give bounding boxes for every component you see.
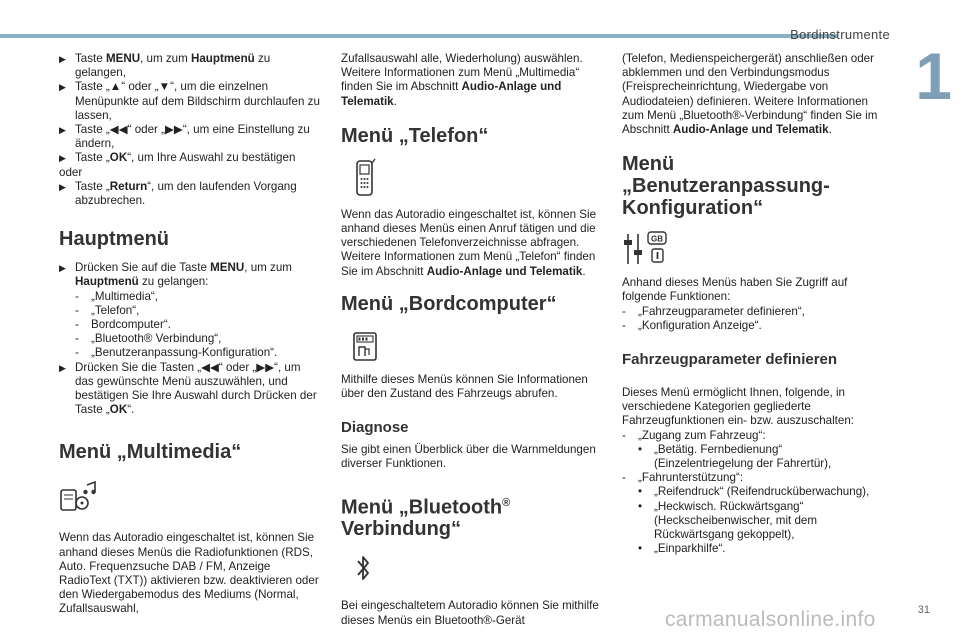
step-change: ▶ Taste „◀◀“ oder „▶▶“, um eine Einstellung zu ändern,: [59, 123, 310, 151]
list-item: - „Fahrunterstützung“:: [622, 471, 744, 485]
step-return: ▶ Taste „Return“, um den laufenden Vorgang abzubrechen.: [59, 179, 297, 208]
list-subitem: • „Einparkhilfe“.: [638, 542, 726, 556]
column-1: [59, 52, 321, 617]
arrow-bullet-icon: ▶: [59, 125, 66, 136]
list-item: - Bordcomputer“.: [75, 318, 171, 332]
chapter-number: 1: [915, 39, 952, 113]
heading-multimedia: Menü „Multimedia“: [59, 441, 242, 464]
fahrzeug-text: Dieses Menü ermöglicht Ihnen, folgende, in verschiedene Kategorien gegliederte Fahrzeugfunktionen ein- bzw. auszuschalten:: [622, 386, 855, 428]
chapter-title: Bordinstrumente: [790, 27, 890, 42]
list-subitem: • „Reifendruck“ (Reifendrucküberwachung),: [638, 485, 870, 499]
list-subitem: • „Heckwisch. Rückwärtsgang“ (Heckscheibenwischer, mit dem Rückwärtsgang gekoppelt),: [638, 499, 818, 542]
heading-diagnose: Diagnose: [341, 419, 409, 437]
column-2: [341, 52, 603, 628]
phone-icon: [351, 158, 603, 198]
arrow-bullet-icon: ▶: [59, 54, 66, 64]
trip-computer-icon: [351, 329, 603, 363]
bluetooth-continued: (Telefon, Medienspeichergerät) anschließen oder abklemmen und den Verbindungsmodus (Freisprecheinrichtung, Wiedergabe von Audiodateien) definieren. Weitere Informationen zum Menü „Bluetooth®-Verbindung“ finden Sie im Abschnitt Audio-Anlage und Telematik.: [622, 52, 878, 137]
multimedia-continued: Zufallsauswahl alle, Wiederholung) auswählen. Weitere Informationen zum Menü „Multimedia“ finden Sie im Abschnitt Audio-Anlage und Telematik.: [341, 52, 583, 108]
step-confirm: ▶ Taste „OK“, um Ihre Auswahl zu bestätigen: [59, 151, 296, 165]
heading-bordcomputer: Menü „Bordcomputer“: [341, 292, 557, 315]
step-scroll: ▶ Taste „▲“ oder „▼“, um die einzelnen Menüpunkte auf dem Bildschirm durchlaufen zu lassen,: [59, 80, 320, 122]
heading-fahrzeugparameter: Fahrzeugparameter definieren: [622, 351, 838, 369]
list-item: - „Multimedia“,: [75, 289, 158, 303]
arrow-bullet-icon: ▶: [59, 181, 66, 192]
hauptmenu-intro: ▶ Drücken Sie auf die Taste MENU, um zum Hauptmenü zu gelangen:: [59, 261, 292, 289]
bluetooth-icon: [355, 551, 603, 585]
header-bar: [0, 34, 838, 38]
column-3: [622, 52, 884, 556]
list-item: - „Konfiguration Anzeige“.: [622, 318, 762, 332]
heading-telefon: Menü „Telefon“: [341, 124, 489, 147]
diagnose-text: Sie gibt einen Überblick über die Warnmeldungen diverser Funktionen.: [341, 443, 596, 471]
list-item: - „Bluetooth® Verbindung“,: [75, 332, 222, 346]
hauptmenu-step2: ▶ Drücken Sie die Tasten „◀◀“ oder „▶▶“, um das gewünschte Menü auszuwählen, und bestätigen Sie Ihre Auswahl durch Drücken der Taste „OK“.: [59, 360, 317, 417]
step-menu: ▶ Taste MENU, um zum Hauptmenü zu gelangen,: [59, 52, 271, 80]
list-subitem: • „Betätig. Fernbedienung“ (Einzelentriegelung der Fahrertür),: [638, 442, 832, 471]
heading-benutzeranpassung: Menü „Benutzeranpassung-Konfiguration“: [622, 153, 830, 220]
list-item: - „Benutzeranpassung-Konfiguration“.: [75, 346, 278, 360]
telefon-text: Wenn das Autoradio eingeschaltet ist, können Sie anhand dieses Menüs einen Anruf tätigen und die verschiedenen Telefonverzeichnisse abfragen. Weitere Informationen zum Menü „Telefon“ finden Sie im Abschnitt Audio-Anlage und Telematik.: [341, 207, 597, 278]
arrow-bullet-icon: ▶: [59, 263, 66, 274]
multimedia-text: Wenn das Autoradio eingeschaltet ist, können Sie anhand dieses Menüs die Radiofunktionen (RDS, Auto. Frequenzsuche DAB / FM, Anzeige RadioText (TXT)) aktivieren bzw. deaktivieren oder den Wiedergabemodus des Mediums (Normal, Zufallsauswahl,: [59, 531, 319, 616]
heading-hauptmenu: Hauptmenü: [59, 228, 169, 251]
benutzer-text: Anhand dieses Menüs haben Sie Zugriff auf folgende Funktionen:: [622, 276, 848, 304]
bordcomputer-text: Mithilfe dieses Menüs können Sie Informationen über den Zustand des Fahrzeugs abrufen.: [341, 372, 588, 401]
list-item: - „Zugang zum Fahrzeug“:: [622, 428, 766, 442]
svg-text:GB: GB: [651, 234, 663, 244]
oder-text: oder: [59, 165, 83, 179]
page-number: 31: [917, 604, 930, 616]
list-item: - „Telefon“,: [75, 303, 140, 317]
watermark: carmanualsonline.info: [665, 608, 876, 631]
multimedia-icon: [59, 479, 321, 513]
arrow-bullet-icon: ▶: [59, 362, 66, 373]
list-item: - „Fahrzeugparameter definieren“,: [622, 304, 805, 318]
bluetooth-text: Bei eingeschaltetem Autoradio können Sie mithilfe dieses Menüs ein Bluetooth®-Gerät: [341, 599, 599, 627]
arrow-bullet-icon: ▶: [59, 82, 66, 93]
arrow-bullet-icon: ▶: [59, 153, 66, 164]
heading-bluetooth: Menü „Bluetooth® Verbindung“: [341, 496, 511, 541]
settings-sliders-icon: [622, 230, 884, 266]
